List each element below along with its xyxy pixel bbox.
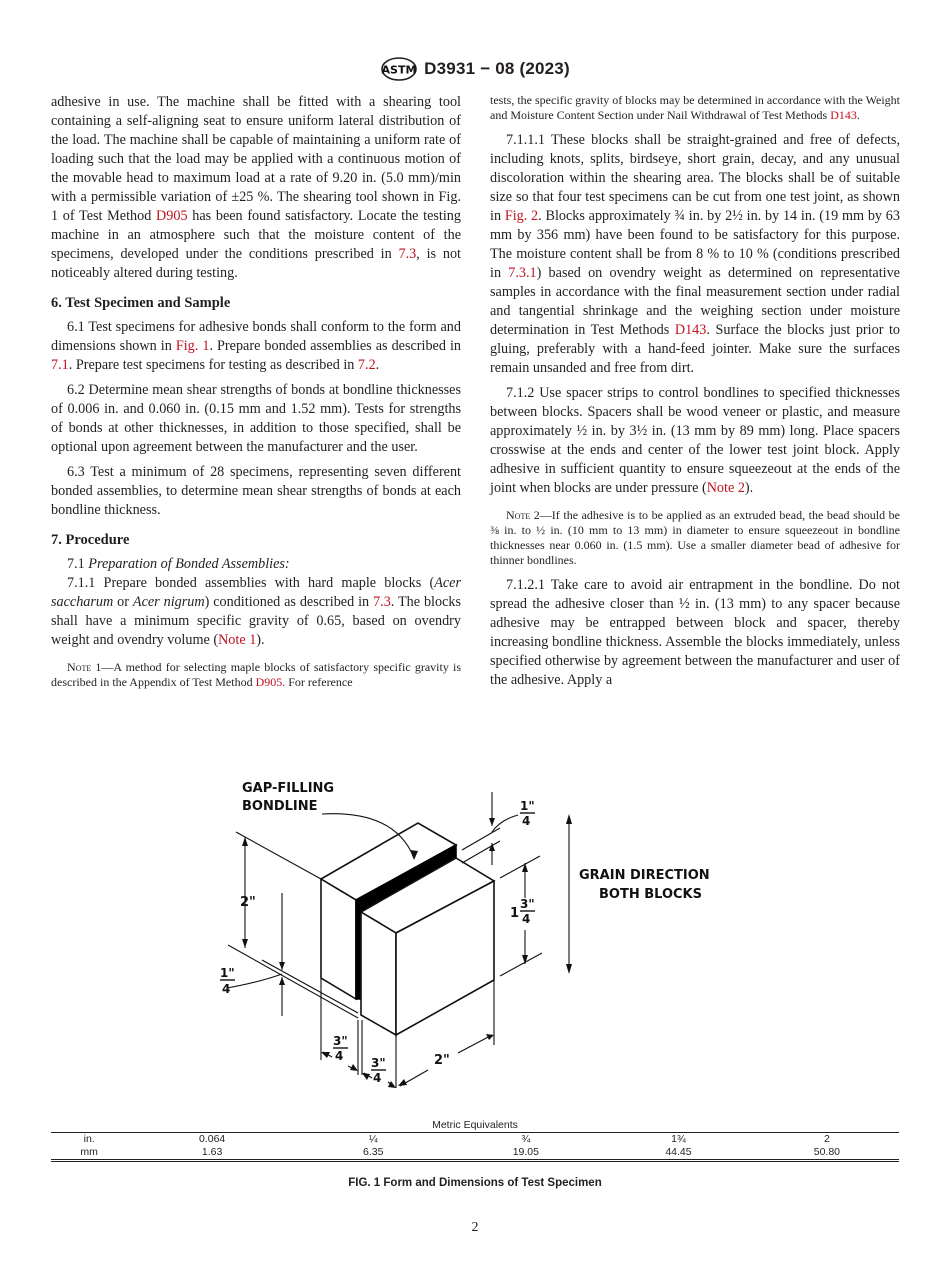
link-7-3[interactable]: 7.3 — [398, 246, 417, 262]
link-d143[interactable]: D143 — [674, 322, 707, 338]
link-note-1[interactable]: Note 1 — [218, 632, 257, 648]
dim-quarter-top-den: 4 — [522, 814, 531, 828]
section-heading-7: 7. Procedure — [51, 532, 130, 548]
link-d905[interactable]: D905 — [255, 675, 283, 689]
table-title: Metric Equivalents — [432, 1119, 518, 1131]
dim-2in-width: 2" — [434, 1053, 450, 1068]
link-7-3-1[interactable]: 7.3.1 — [508, 265, 537, 281]
note-2: Note 2—If the adhesive is to be applied as an extruded bead, the bead should be ⅜ in. to ½ in. (10 mm to 13 mm) in diameter to ensure squeezeout in bondline thicknesses near 0.060 in. (1.5 mm). Use a smaller diameter bead of adhesive for thinner bondlines. — [490, 508, 901, 567]
paragraph-7-1-1-1: 7.1.1.1 These blocks shall be straight-grained and free of defects, including knots, splits, birdseye, short grain, decay, and any unusual discoloration within the shearing area. The blocks shall be of suitable size so that four test specimens can be cut from one test joint, as shown in Fig. 2. Blocks approximately ¾ in. by 2½ in. by 14 in. (19 mm by 63 mm by 356 mm) have been found to be satisfactory for this purpose. The moisture content shall be from 8 % to 10 % (conditions prescribed in 7.3.1) based on ovendry weight as determined on representative samples in accordance with the final measurement section under radial and tangential shrinkage and the weighing section under moisture determination in Test Methods D143. Surface the blocks just prior to gluing, preferably with a hand-feed jointer. Make sure the surfaces remain unsanded and free from dirt. — [490, 132, 900, 376]
table-row-inches: in. 0.064 ¼ ¾ 1¾ 2 — [83, 1133, 830, 1145]
label-gap-filling: GAP-FILLING — [242, 781, 335, 796]
paragraph-7-1-1: 7.1.1 Prepare bonded assemblies with hard maple blocks (Acer saccharum or Acer nigrum) conditioned as described in 7.3. The blocks shall have a minimum specific gravity of 0.65, based on ovendry weight and ovendry volume (Note 1). — [51, 575, 462, 648]
label-grain-direction: GRAIN DIRECTION — [579, 868, 710, 883]
paragraph-6-1: 6.1 Test specimens for adhesive bonds shall conform to the form and dimensions shown in Fig. 1. Prepare bonded assemblies as described in 7.1. Prepare test specimens for testing as described in 7.2. — [51, 319, 461, 373]
specimen-diagram — [200, 770, 760, 1100]
paragraph-7-1-2-1: 7.1.2.1 Take care to avoid air entrapment in the bondline. Do not spread the adhesive closer than ½ in. (13 mm) to any spacer because adhesive may be entrapped between block and spacer, thereby increasing bondline thickness. Assemble the blocks immediately, unless specified otherwise by agreement between the manufacturer and user of the adhesive. Apply a — [490, 577, 900, 688]
table-row-mm: mm 1.63 6.35 19.05 44.45 50.80 — [80, 1146, 841, 1158]
link-fig-2[interactable]: Fig. 2 — [504, 208, 539, 224]
astm-logo-icon — [380, 56, 418, 82]
metric-equivalents-table — [51, 1119, 899, 1162]
dim-three-quarter-a-num: 3" — [333, 1034, 348, 1048]
document-id: D3931 − 08 (2023) — [424, 59, 570, 78]
dim-quarter-left-num: 1" — [220, 966, 235, 980]
page-number: 2 — [471, 1220, 479, 1235]
note-1: Note 1—A method for selecting maple blocks of satisfactory specific gravity is described in the Appendix of Test Method D905. For reference — [51, 660, 462, 689]
link-7-2[interactable]: 7.2 — [357, 357, 376, 373]
link-7-3[interactable]: 7.3 — [373, 594, 391, 610]
section-heading-6: 6. Test Specimen and Sample — [51, 295, 231, 311]
dim-2in-height: 2" — [240, 895, 256, 910]
link-fig-1[interactable]: Fig. 1 — [175, 338, 210, 354]
label-bondline: BONDLINE — [242, 799, 318, 814]
link-d905[interactable]: D905 — [156, 208, 188, 224]
paragraph-7-1-2: 7.1.2 Use spacer strips to control bondlines to specified thicknesses between blocks. Spacers shall be wood veneer or plastic, and measure approximately ½ in. by 3½ in. (13 mm by 89 mm) long. Place spacers crosswise at the ends and center of the lower test joint block. Apply adhesive in sufficient quantity to ensure squeezeout at the ends of the joint when blocks are under pressure (Note 2). — [490, 385, 900, 496]
label-both-blocks: BOTH BLOCKS — [599, 887, 702, 902]
dim-three-quarter-a-den: 4 — [335, 1049, 344, 1063]
left-column — [51, 93, 461, 690]
paragraph-6-2: 6.2 Determine mean shear strengths of bonds at bondline thicknesses of 0.006 in. and 0.060 in. (0.15 mm and 1.52 mm). Tests for strengths of bonds at other thicknesses, in addition to those specified, shall be optional upon agreement between the manufacturer and the user. — [51, 382, 461, 455]
link-note-2[interactable]: Note 2 — [706, 480, 745, 496]
dim-quarter-top-num: 1" — [520, 799, 535, 813]
link-d143[interactable]: D143 — [830, 108, 857, 122]
dim-quarter-left-den: 4 — [222, 982, 231, 996]
dim-three-quarter-b-num: 3" — [371, 1056, 386, 1070]
dim-1-3-4-den: 4 — [522, 912, 531, 926]
dim-three-quarter-b-den: 4 — [373, 1071, 382, 1085]
dim-1-3-4-whole: 1 — [510, 906, 520, 921]
figure-caption: FIG. 1 Form and Dimensions of Test Specimen — [348, 1177, 602, 1189]
paragraph-machine: adhesive in use. The machine shall be fitted with a shearing tool containing a self-aligning seat to ensure uniform lateral distribution of the load. The machine shall be capable of maintaining a uniform rate of loading such that the load may be applied with a continuous motion of the movable head to maximum load at a rate of 9.20 in. (5.0 mm)/min with a permissible variation of ±25 %. The shearing tool shown in Fig. 1 of Test Method D905 has been found satisfactory. Locate the testing machine in an atmosphere such that the moisture content of the specimens, developed under the conditions prescribed in 7.3, is not noticeably altered during testing. — [51, 94, 461, 281]
svg-text:ASTM: ASTM — [381, 63, 417, 77]
dim-1-3-4-num: 3" — [520, 897, 535, 911]
page-header — [0, 56, 950, 87]
paragraph-7-1: 7.1 Preparation of Bonded Assemblies: — [67, 556, 290, 572]
note-1-continued: tests, the specific gravity of blocks may be determined in accordance with the Weight and Moisture Content Section under Nail Withdrawal of Test Methods D143. — [490, 93, 901, 122]
link-7-1[interactable]: 7.1 — [51, 357, 69, 373]
paragraph-6-3: 6.3 Test a minimum of 28 specimens, representing seven different bonded assemblies, to determine mean shear strengths of bonds at each bondline thickness. — [51, 464, 461, 518]
right-column — [490, 93, 900, 690]
